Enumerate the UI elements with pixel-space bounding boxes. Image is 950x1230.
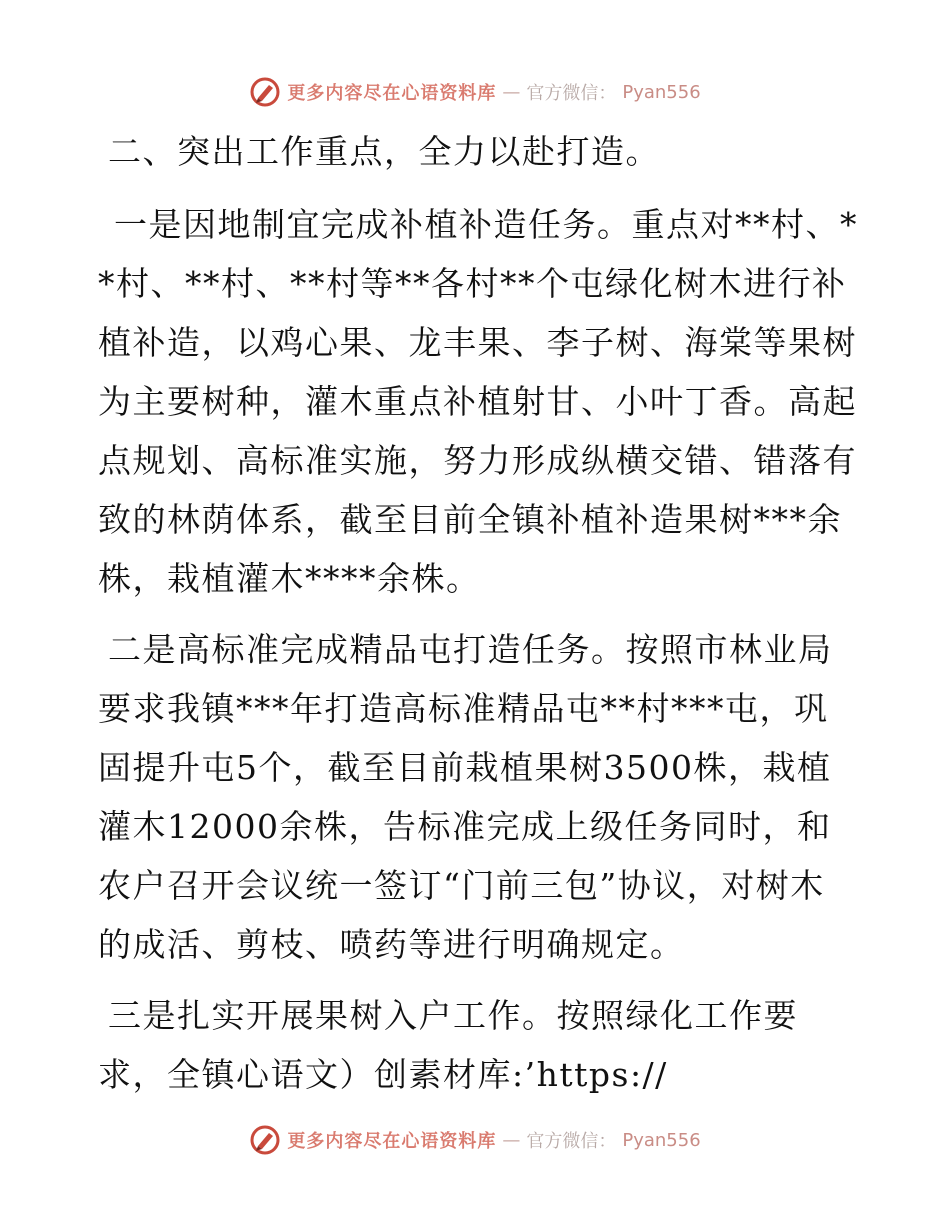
section-heading: 二、突出工作重点，全力以赴打造。 xyxy=(108,132,660,171)
watermark-wechat-id: Pyan556 xyxy=(622,1129,701,1151)
watermark-wechat-label: 官方微信： xyxy=(526,83,617,104)
watermark-wechat-label: 官方微信： xyxy=(526,1131,617,1152)
watermark-separator: — xyxy=(502,81,521,103)
watermark-text: 更多内容尽在心语资料库 xyxy=(287,1131,497,1152)
pen-logo-icon xyxy=(249,76,281,108)
paragraph-replanting: 一是因地制宜完成补植补造任务。重点对**村、**村、**村、**村等**各村**个屯绿化树木进行补植补造，以鸡心果、龙丰果、李子树、海棠等果树为主要树种，灌木重点补植射甘、小叶丁香。高起点规划、高标准实施，努力形成纵横交错、错落有致的林荫体系，截至目前全镇补植补造果树***余株，栽植灌木****余株。 xyxy=(98,205,858,598)
pen-logo-icon xyxy=(249,1124,281,1156)
watermark-header xyxy=(0,72,950,112)
paragraph-boutique-village: 二是高标准完成精品屯打造任务。按照市林业局要求我镇***年打造高标准精品屯**村***屯，巩固提升屯5个，截至目前栽植果树3500株，栽植灌木12000余株，告标准完成上级任务同时，和农户召开会议统一签订“门前三包”协议，对树木的成活、剪枝、喷药等进行明确规定。 xyxy=(98,630,833,964)
document-body xyxy=(98,122,858,1104)
paragraph-fruit-trees: 三是扎实开展果树入户工作。按照绿化工作要求，全镇心语文）创素材库:’https:// xyxy=(98,996,798,1094)
watermark-footer xyxy=(0,1120,950,1160)
watermark-text: 更多内容尽在心语资料库 xyxy=(287,83,497,104)
watermark-wechat-id: Pyan556 xyxy=(622,81,701,103)
watermark-separator: — xyxy=(502,1129,521,1151)
